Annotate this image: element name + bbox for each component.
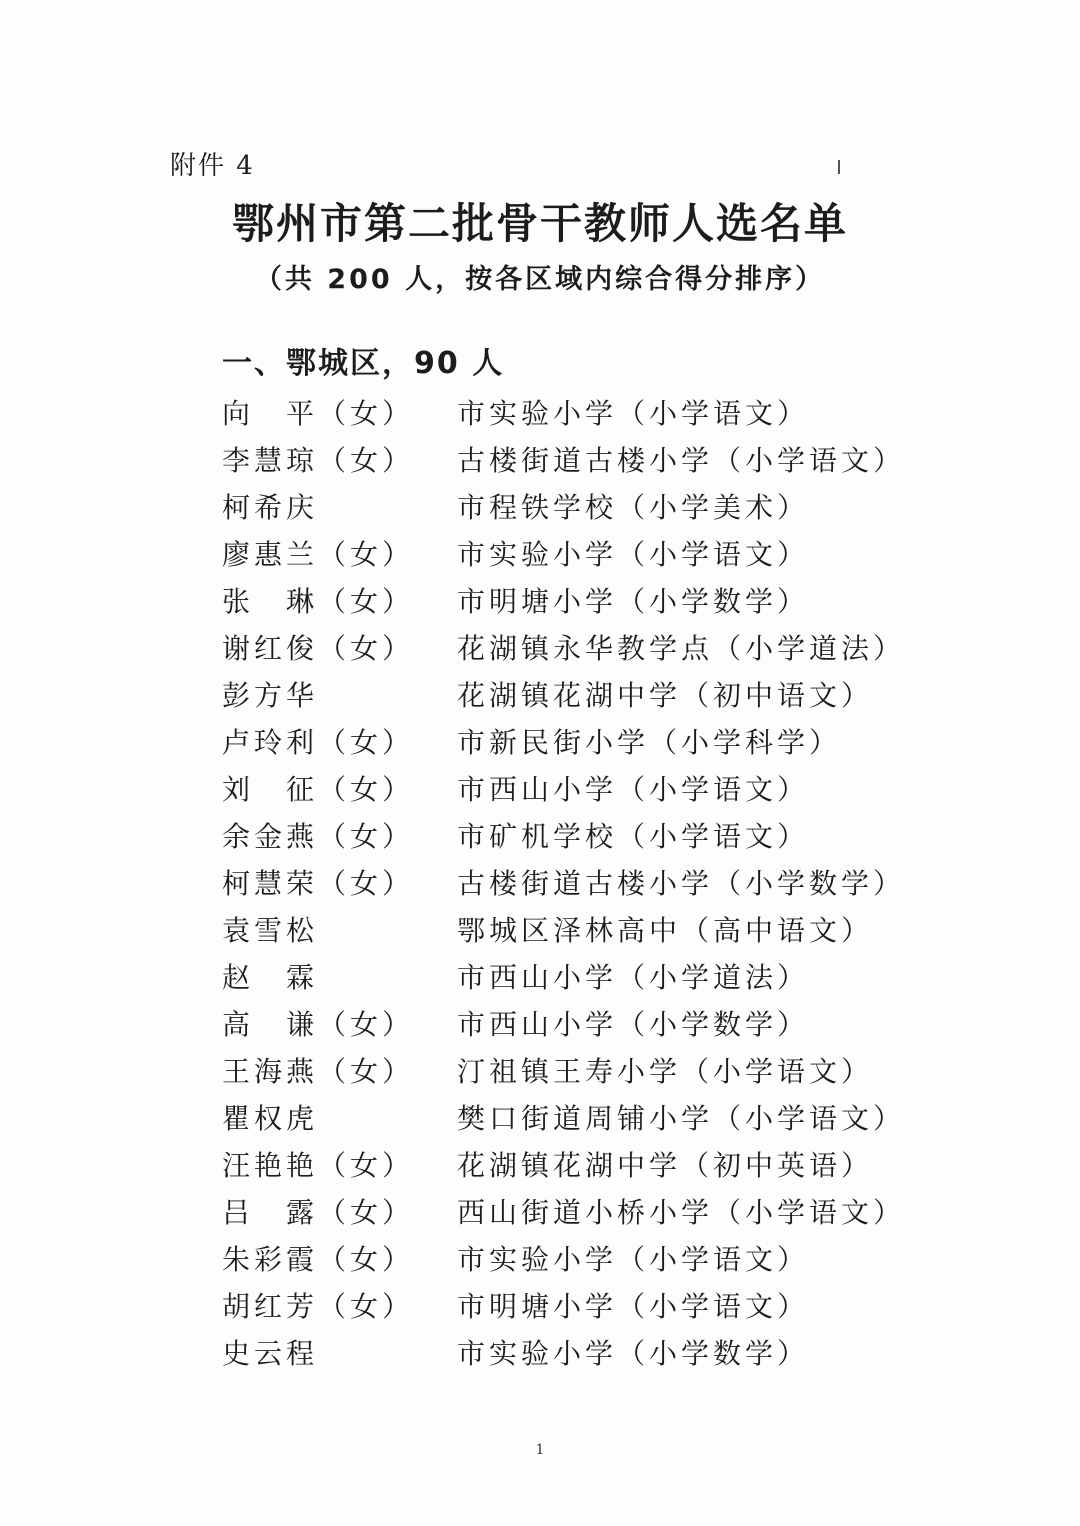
teacher-name: 史云程 (222, 1337, 319, 1370)
teacher-name: 刘 征（女） (222, 773, 415, 806)
teacher-school: 鄂城区泽林高中（高中语文） (457, 914, 874, 947)
list-item (0, 1142, 1080, 1189)
scan-mark (838, 160, 840, 174)
teacher-school: 市新民街小学（小学科学） (457, 726, 842, 759)
teacher-school: 花湖镇花湖中学（初中语文） (457, 679, 874, 712)
list-item (0, 1095, 1080, 1142)
teacher-name: 胡红芳（女） (222, 1290, 415, 1323)
list-item (0, 1330, 1080, 1377)
teacher-name: 朱彩霞（女） (222, 1243, 415, 1276)
teacher-name: 袁雪松 (222, 914, 319, 947)
teacher-name: 李慧琼（女） (222, 444, 415, 477)
document-subtitle: （共 200 人，按各区域内综合得分排序） (254, 264, 826, 295)
teacher-school: 花湖镇永华教学点（小学道法） (457, 632, 906, 665)
teacher-school: 市实验小学（小学数学） (457, 1337, 810, 1370)
teacher-school: 古楼街道古楼小学（小学数学） (457, 867, 906, 900)
teacher-school: 花湖镇花湖中学（初中英语） (457, 1149, 874, 1182)
teacher-name: 向 平（女） (222, 397, 415, 430)
teacher-school: 樊口街道周铺小学（小学语文） (457, 1102, 906, 1135)
list-item (0, 390, 1080, 437)
attachment-label: 附件 4 (170, 151, 255, 181)
list-item (0, 1001, 1080, 1048)
teacher-school: 市明塘小学（小学语文） (457, 1290, 810, 1323)
list-item (0, 813, 1080, 860)
teacher-list (0, 390, 1080, 1377)
teacher-school: 市西山小学（小学数学） (457, 1008, 810, 1041)
teacher-school: 市程铁学校（小学美术） (457, 491, 810, 524)
list-item (0, 954, 1080, 1001)
list-item (0, 672, 1080, 719)
list-item (0, 719, 1080, 766)
teacher-name: 彭方华 (222, 679, 319, 712)
teacher-name: 柯慧荣（女） (222, 867, 415, 900)
list-item (0, 1189, 1080, 1236)
teacher-name: 廖惠兰（女） (222, 538, 415, 571)
teacher-school: 市西山小学（小学道法） (457, 961, 810, 994)
list-item (0, 437, 1080, 484)
teacher-school: 市西山小学（小学语文） (457, 773, 810, 806)
list-item (0, 766, 1080, 813)
list-item (0, 578, 1080, 625)
teacher-name: 吕 露（女） (222, 1196, 415, 1229)
list-item (0, 531, 1080, 578)
teacher-name: 柯希庆 (222, 491, 319, 524)
list-item (0, 1048, 1080, 1095)
teacher-name: 王海燕（女） (222, 1055, 415, 1088)
teacher-school: 古楼街道古楼小学（小学语文） (457, 444, 906, 477)
teacher-name: 赵 霖 (222, 961, 319, 994)
teacher-name: 卢玲利（女） (222, 726, 415, 759)
teacher-school: 市明塘小学（小学数学） (457, 585, 810, 618)
teacher-school: 市实验小学（小学语文） (457, 397, 810, 430)
teacher-school: 西山街道小桥小学（小学语文） (457, 1196, 906, 1229)
list-item (0, 907, 1080, 954)
teacher-name: 张 琳（女） (222, 585, 415, 618)
list-item (0, 860, 1080, 907)
teacher-name: 高 谦（女） (222, 1008, 415, 1041)
teacher-school: 汀祖镇王寿小学（小学语文） (457, 1055, 874, 1088)
list-item (0, 625, 1080, 672)
list-item (0, 1236, 1080, 1283)
teacher-name: 余金燕（女） (222, 820, 415, 853)
section-heading: 一、鄂城区，90 人 (222, 346, 505, 381)
teacher-name: 谢红俊（女） (222, 632, 415, 665)
teacher-school: 市实验小学（小学语文） (457, 538, 810, 571)
teacher-name: 瞿权虎 (222, 1102, 319, 1135)
document-title: 鄂州市第二批骨干教师人选名单 (231, 199, 848, 248)
teacher-school: 市实验小学（小学语文） (457, 1243, 810, 1276)
teacher-school: 市矿机学校（小学语文） (457, 820, 810, 853)
list-item (0, 484, 1080, 531)
teacher-name: 汪艳艳（女） (222, 1149, 415, 1182)
page-number: 1 (535, 1442, 545, 1458)
list-item (0, 1283, 1080, 1330)
